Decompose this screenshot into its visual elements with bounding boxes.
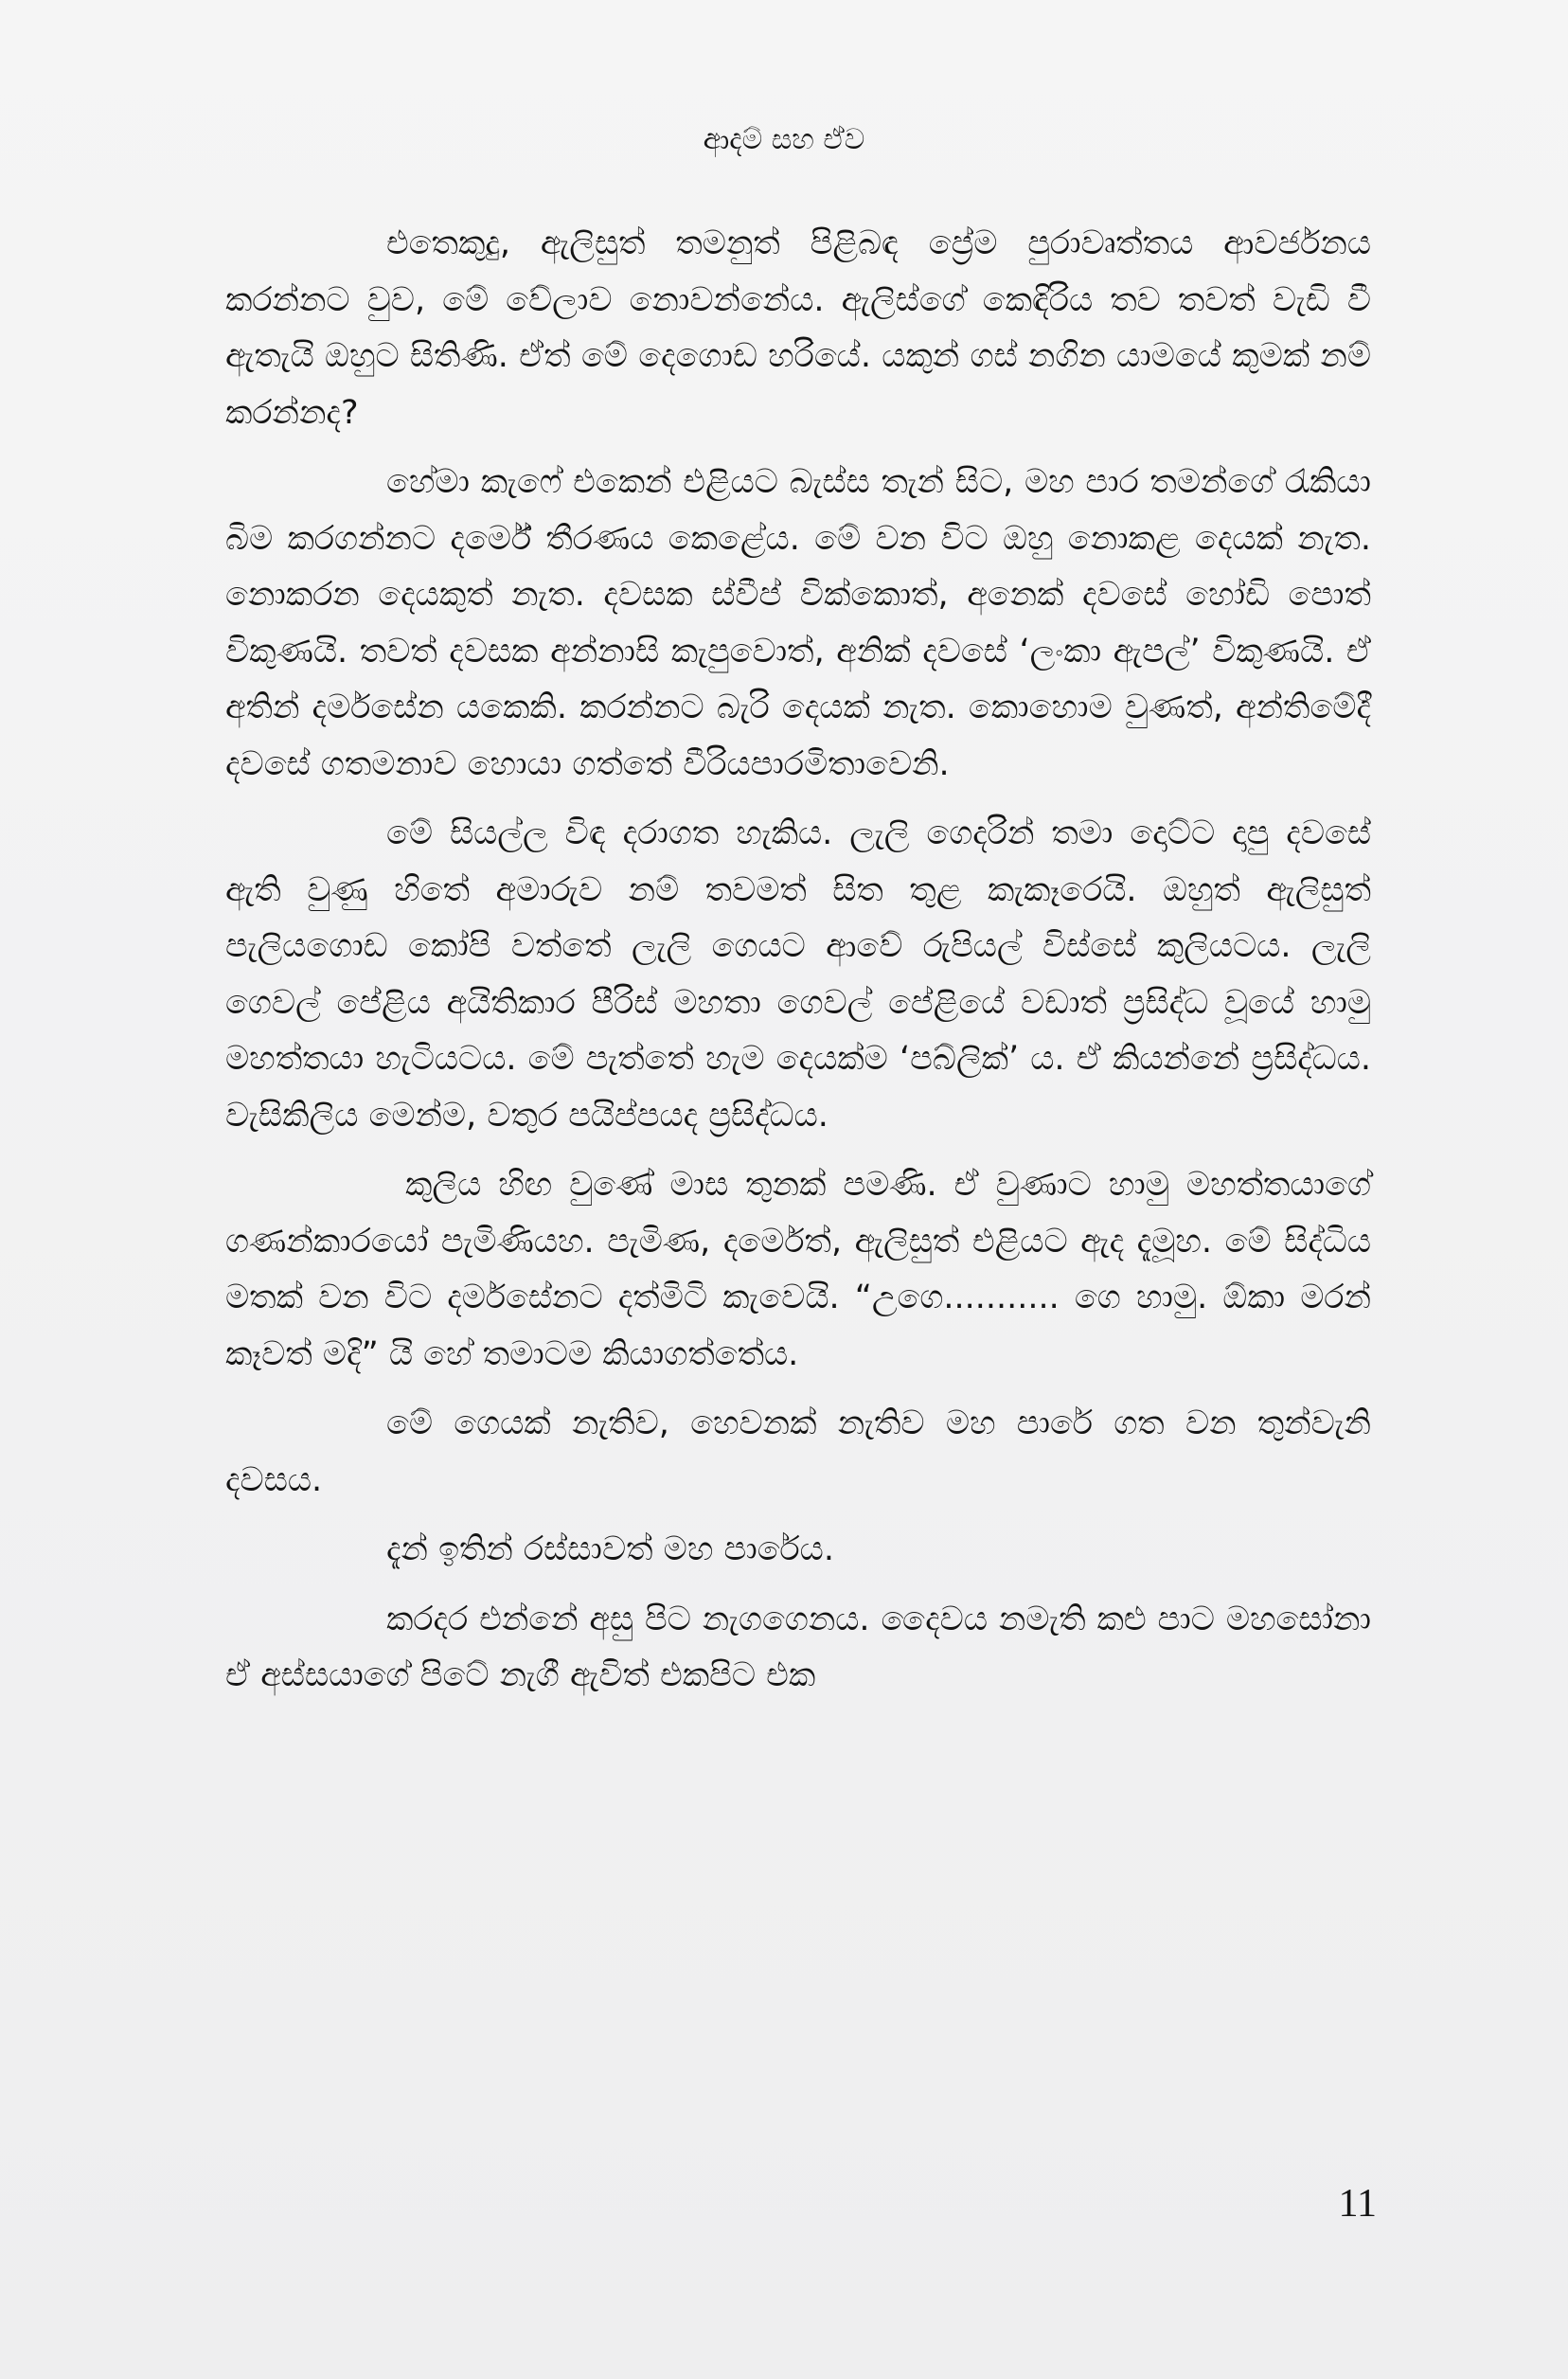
running-header-title: ආදම් සහ ඒව bbox=[703, 123, 865, 156]
body-text bbox=[225, 216, 1371, 1705]
paragraph: කරදර එන්නේ අසු පිට නැගගෙනය. දෛවය නමැති කළු පාට මහසෝනා ඒ අස්සයාගේ පිටේ නැගී ඇවිත් එකපිට එක bbox=[225, 1600, 1371, 1694]
paragraph: එතෙකුදු, ඇලිසුත් තමනුත් පිළිබඳ ප්‍රේම පුරාවෘත්තය ආවර්ජනය කරන්නට වුව, මේ වේලාව නොවන්නේය. ඇලිස්ගේ කෙඳිරිය තව තවත් වැඩි වී ඇතැයි ඔහුට සිතිණි. ඒත් මේ දෙගොඩ හරියේ. යකුන් ගස් නගින යාමයේ කුමක් නම් කරන්නද? bbox=[225, 224, 1371, 432]
paragraph: මේ ගෙයක් නැතිව, හෙවනක් නැතිව මහ පාරේ ගත වන තුන්වැනි දවසය. bbox=[225, 1404, 1371, 1499]
paragraph: කුලිය හිඟ වුණේ මාස තුනක් පමණි. ඒ වුණාට හාමු මහත්තයාගේ ගණන්කාරයෝ පැමිණියහ. පැමිණ, දර්මෙත්, ඇලිසුත් එළියට ඇද දැමූහ. මේ සිද්ධිය මතක් වන විට දර්මසේනට දත්මිටි කැවෙයි. “උගෙ........... ගෙ හාමු. ඕකා මරන් කෑවත් මදි” යි හේ තමාටම කියාගත්තේය. bbox=[225, 1166, 1371, 1373]
page-number: 11 bbox=[1338, 2182, 1377, 2226]
paragraph: හේමා කැෆේ එකෙන් එළියට බැස්ස තැන් සිට, මහ පාර තමන්ගේ රැකියා බිම කරගන්නට දර්මේ තීරණය කෙළේය. මේ වන විට ඔහු නොකළ දෙයක් නැත. නොකරන දෙයකුත් නැත. දවසක ස්වීප් වික්කොත්, අනෙක් දවසේ හෝඩි පොත් විකුණයි. තවත් දවසක අන්නාසි කැපුවොත්, අනික් දවසේ ‘ලංකා ඇපල්’ විකුණයි. ඒ අතින් දර්මසේන යකෙකි. කරන්නට බැරි දෙයක් නැත. කොහොම වුණත්, අන්තිමේදී දවසේ ගතමනාව හොයා ගත්තේ වීරියපාරමිතාවෙනි. bbox=[225, 463, 1371, 783]
paragraph: දැන් ඉතින් රස්සාවත් මහ පාරේය. bbox=[386, 1530, 834, 1568]
paragraph: මේ සියල්ල විඳ දරාගත හැකිය. ලැලි ගෙදරින් තමා දොට්ට දාපු දවසේ ඇති වුණු හිතේ අමාරුව නම් තවමත් සිත තුළ කැකෑරෙයි. ඔහුත් ඇලිසුත් පැලියගොඩ කෝපි වත්තේ ලැලි ගෙයට ආවේ රුපියල් විස්සේ කුලියටය. ලැලි ගෙවල් පේළිය අයිතිකාර පීරිස් මහතා ගෙවල් පේළියේ වඩාත් ප්‍රසිද්ධ වූයේ හාමු මහත්තයා හැටියටය. මේ පැත්තේ හැම දෙයක්ම ‘පබ්ලික්’ ය. ඒ කියන්නේ ප්‍රසිද්ධය. වැසිකිලිය මෙන්ම, වතුර පයිප්පයද ප්‍රසිද්ධය. bbox=[225, 814, 1371, 1135]
